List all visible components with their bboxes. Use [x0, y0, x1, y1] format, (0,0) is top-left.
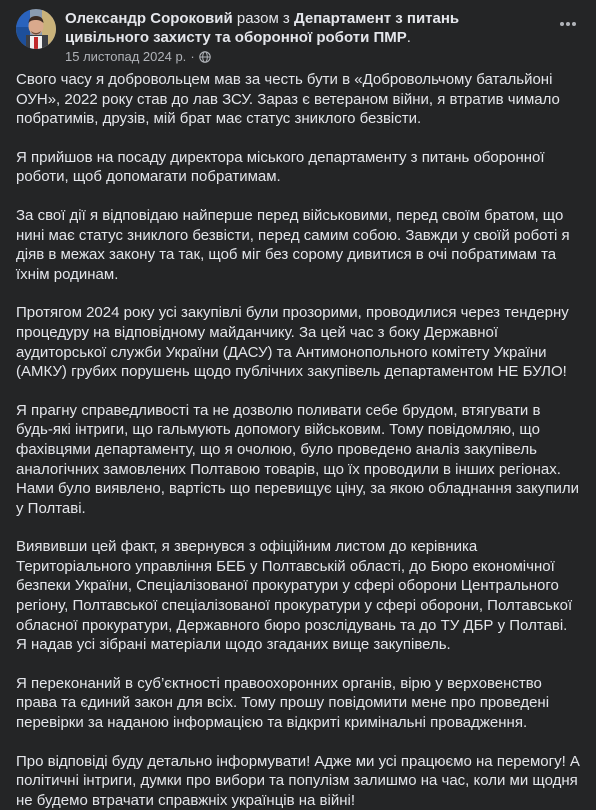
- post-paragraph-3: За свої дії я відповідаю найперше перед військовими, перед своїм братом, що нині має статус зниклого безвісти, перед самим собою. Завжди у своїй роботі я діяв в межах закону та так, щоб міг без сорому дивитися в очі побратимам та їхнім родинам.: [16, 206, 570, 283]
- post-header-text: [65, 8, 580, 65]
- post-paragraph-5: Я прагну справедливості та не дозволю поливати себе брудом, втягувати в будь-які інтриги, що гальмують допомогу військовим. Тому повідомляю, що фахівцями департаменту, що я очолюю, було проведено аналіз закупівель аналогічних замовлених Полтавою товарів, що їх проводили в інших регіонах. Нами було виявлено, вартість що перевищує ціну, за якою обладнання закупили у Полтаві.: [16, 401, 579, 517]
- with-word: разом з: [236, 10, 290, 27]
- post-paragraph-7: Я переконаний в суб’єктності правоохоронних органів, вірю у верховенство права та єдиний закон для всіх. Тому прошу повідомити мене про проведені перевірки за наданою інформацією та відкриті кримінальні провадження.: [16, 674, 550, 732]
- post-meta: [65, 49, 544, 65]
- post-paragraph-2: Я прийшов на посаду директора міського департаменту з питань оборонної роботи, щоб допомагати побратимам.: [16, 148, 545, 186]
- post-paragraph-1: Свого часу я добровольцем мав за честь бути в «Добровольчому батальйоні ОУН», 2022 року став до лав ЗСУ. Зараз є ветераном війни, я втратив чимало побратимів, друзів, мій брат має статус зниклого безвісти.: [16, 71, 560, 128]
- post-paragraph-4: Протягом 2024 року усі закупівлі були прозорими, проводилися через тендерну процедуру на відповідному майданчику. За цей час з боку Державної аудиторської служби України (ДАСУ) та Антимонопольного комітету України (АМКУ) грубих порушень щодо публічних закупівель департаментом НЕ БУЛО!: [16, 304, 569, 381]
- globe-icon[interactable]: [199, 51, 211, 63]
- more-options-button[interactable]: [552, 8, 584, 40]
- tagged-page-link[interactable]: Департамент з питань цивільного захисту та оборонної роботи ПМР: [65, 10, 460, 46]
- avatar-photo: [16, 9, 56, 49]
- post-paragraph-6: Виявивши цей факт, я звернувся з офіційним листом до керівника Територіального управління БЕБ у Полтавській області, до Бюро економічної безпеки України, Спеціалізованої прокуратури у сфері оборони Центрального регіону, Полтавської спеціалізованої прокуратури у сфері оборони, Полтавської обласної прокуратури, Державного бюро розслідувань та до ТУ ДБР у Полтаві. Я надав усі зібрані матеріали щодо згаданих вище закупівель.: [16, 538, 573, 654]
- meta-separator: ·: [190, 49, 195, 64]
- post-header: [16, 8, 580, 64]
- post-date-link[interactable]: 15 листопад 2024 р.: [65, 49, 187, 64]
- author-name-link[interactable]: Олександр Сороковий: [65, 10, 233, 27]
- page-suffix: .: [406, 29, 411, 46]
- post-paragraph-8: Про відповіді буду детально інформувати! Адже ми усі працюємо на перемогу! А політичні інтриги, думки про вибори та популізм залишмо на час, коли ми щодня не будемо втрачати справжніх українців на війні!: [16, 752, 580, 809]
- author-line: [65, 9, 544, 47]
- post-body: [16, 70, 580, 810]
- author-avatar[interactable]: [16, 9, 56, 49]
- more-options-icon: [558, 14, 578, 34]
